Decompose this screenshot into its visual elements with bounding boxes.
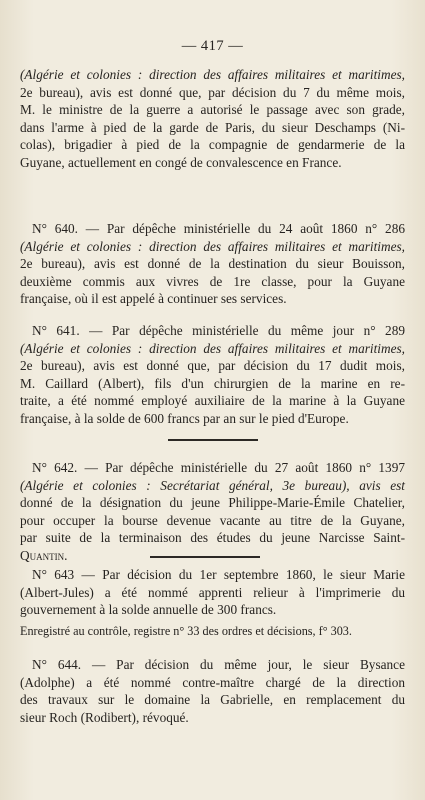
entry-line: des travaux sur le domaine la Gabrielle, en remplacement du (20, 692, 405, 707)
entry-641 (20, 322, 405, 427)
entry-643 (20, 566, 405, 619)
entry-line: deuxième commis aux vivres de 1re classe, pour la Guyane (20, 273, 405, 289)
entry-line: M. le ministre de la guerre a autorisé le passage avec son grade, (20, 102, 405, 117)
entry-line: 2e bureau), avis est donné de la destination du sieur Bouisson, (20, 256, 405, 271)
entry-line: (Algérie et colonies : Secrétariat général, 3e bureau), avis est (20, 477, 405, 493)
entry-continuation (20, 66, 405, 171)
page-number: — 417 — (181, 38, 244, 54)
entry-640 (20, 220, 405, 308)
entry-line: (Algérie et colonies : direction des affaires militaires et maritimes, (20, 340, 405, 356)
entry-line: dans l'arme à pied de la garde de Paris, du sieur Deschamps (Ni- (20, 119, 405, 135)
entry-line: M. Caillard (Albert), fils d'un chirurgien de la marine en re- (20, 375, 405, 391)
entry-line: sieur Roch (Rodibert), révoqué. (20, 709, 189, 725)
entry-line: (Algérie et colonies : direction des affaires militaires et maritimes, (20, 238, 405, 254)
entry-line: Guyane, actuellement en congé de convalescence en France. (20, 154, 342, 170)
entry-line: donné de la désignation du jeune Philippe-Marie-Émile Chatelier, (20, 495, 405, 510)
entry-line: gouvernement à la solde annuelle de 300 francs. (20, 602, 277, 617)
entry-line: 2e bureau), avis est donné que, par décision du 17 dudit mois, (20, 358, 405, 373)
entry-line: traite, a été nommé employé auxiliaire de la marine à la Guyane (20, 393, 405, 408)
entry-line: française, à la solde de 600 francs par an sur le pied d'Europe. (20, 410, 349, 426)
entry-line: N° 642. — Par dépêche ministérielle du 27 août 1860 n° 1397 (32, 460, 405, 475)
entry-line: (Algérie et colonies : direction des affaires militaires et maritimes, (20, 67, 405, 82)
entry-642 (20, 459, 405, 564)
entry-line: N° 643 — Par décision du 1er septembre 1860, le sieur Marie (32, 567, 405, 582)
entry-line: colas), brigadier à pied de la compagnie de gendarmerie de la (20, 137, 405, 152)
entry-line: pour occuper la bourse devenue vacante au titre de la Guyane, (20, 512, 405, 528)
registration-note: Enregistré au contrôle, registre n° 33 des ordres et décisions, f° 303. (20, 624, 352, 638)
entry-644 (20, 656, 405, 726)
entry-line: (Albert-Jules) a été nommé apprenti relieur à l'imprimerie du (20, 584, 405, 600)
section-divider (168, 439, 258, 441)
entry-line: N° 640. — Par dépêche ministérielle du 24 août 1860 n° 286 (32, 221, 405, 236)
section-divider (150, 556, 260, 558)
entry-line: (Adolphe) a été nommé contre-maître chargé de la direction (20, 674, 405, 690)
entry-line: Quantin. (20, 547, 68, 563)
entry-line: par suite de la terminaison des études du jeune Narcisse Saint- (20, 530, 405, 545)
entry-line: N° 644. — Par décision du même jour, le sieur Bysance (32, 657, 405, 672)
entry-line: N° 641. — Par dépêche ministérielle du même jour n° 289 (32, 323, 405, 338)
entry-line: 2e bureau), avis est donné que, par décision du 7 du même mois, (20, 84, 405, 100)
entry-line: française, où il est appelé à continuer ses services. (20, 291, 287, 306)
